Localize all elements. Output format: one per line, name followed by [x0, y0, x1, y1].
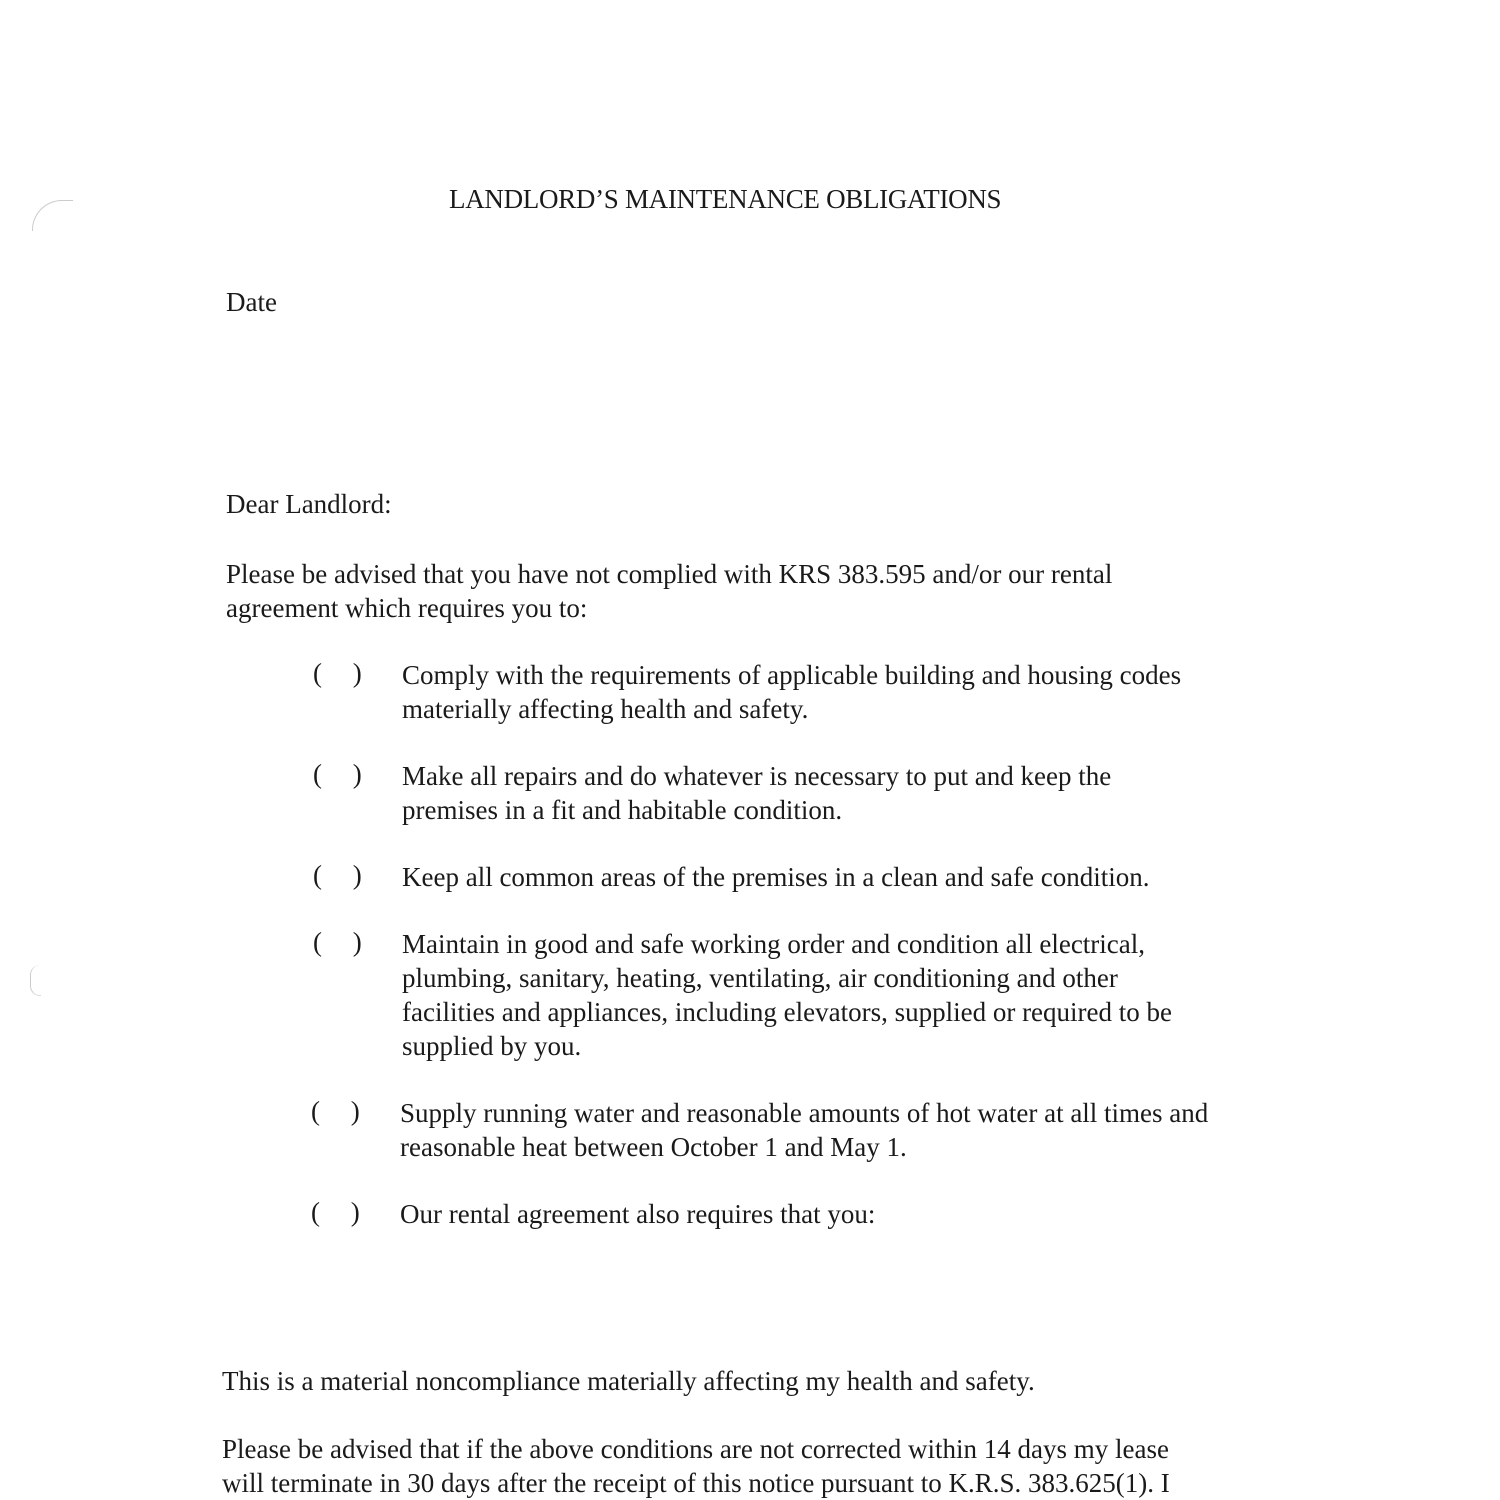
noncompliance-statement: This is a material noncompliance materially affecting my health and safety. — [222, 1366, 1035, 1396]
obligation-text — [402, 927, 1172, 1063]
salutation: Dear Landlord: — [226, 489, 392, 519]
obligation-text — [400, 1096, 1208, 1164]
checkbox-parentheses[interactable]: ( ) — [313, 860, 362, 890]
checkbox-parentheses[interactable]: ( ) — [311, 1197, 360, 1227]
document-title: LANDLORD’S MAINTENANCE OBLIGATIONS — [449, 184, 1002, 214]
scan-artifact — [32, 200, 73, 231]
obligation-line: premises in a fit and habitable condition. — [402, 795, 843, 825]
obligation-line: Comply with the requirements of applicable building and housing codes — [402, 660, 1182, 690]
obligation-text — [402, 860, 1149, 894]
closing-line: will terminate in 30 days after the receipt of this notice pursuant to K.R.S. 383.625(1). I — [222, 1468, 1170, 1498]
scan-artifact — [30, 965, 41, 996]
checkbox-parentheses[interactable]: ( ) — [311, 1096, 360, 1126]
checkbox-parentheses[interactable]: ( ) — [313, 658, 362, 688]
obligation-line: facilities and appliances, including elevators, supplied or required to be — [402, 997, 1173, 1027]
obligation-line: Our rental agreement also requires that you: — [400, 1199, 876, 1229]
checkbox-parentheses[interactable]: ( ) — [313, 759, 362, 789]
intro-paragraph — [226, 557, 1112, 625]
checkbox-parentheses[interactable]: ( ) — [313, 927, 362, 957]
closing-paragraph — [222, 1432, 1170, 1500]
date-label: Date — [226, 287, 277, 317]
intro-line: agreement which requires you to: — [226, 593, 588, 623]
obligation-text — [400, 1197, 875, 1231]
obligation-line: Make all repairs and do whatever is necessary to put and keep the — [402, 761, 1112, 791]
obligation-line: Keep all common areas of the premises in a clean and safe condition. — [402, 862, 1150, 892]
obligation-line: materially affecting health and safety. — [402, 694, 809, 724]
obligation-line: Maintain in good and safe working order and condition all electrical, — [402, 929, 1146, 959]
obligation-line: Supply running water and reasonable amounts of hot water at all times and — [400, 1098, 1209, 1128]
obligation-line: plumbing, sanitary, heating, ventilating, air conditioning and other — [402, 963, 1118, 993]
obligation-line: supplied by you. — [402, 1031, 582, 1061]
obligation-text — [402, 658, 1181, 726]
obligation-line: reasonable heat between October 1 and May 1. — [400, 1132, 907, 1162]
intro-line: Please be advised that you have not complied with KRS 383.595 and/or our rental — [226, 559, 1113, 589]
closing-line: Please be advised that if the above conditions are not corrected within 14 days my lease — [222, 1434, 1169, 1464]
obligation-text — [402, 759, 1111, 827]
